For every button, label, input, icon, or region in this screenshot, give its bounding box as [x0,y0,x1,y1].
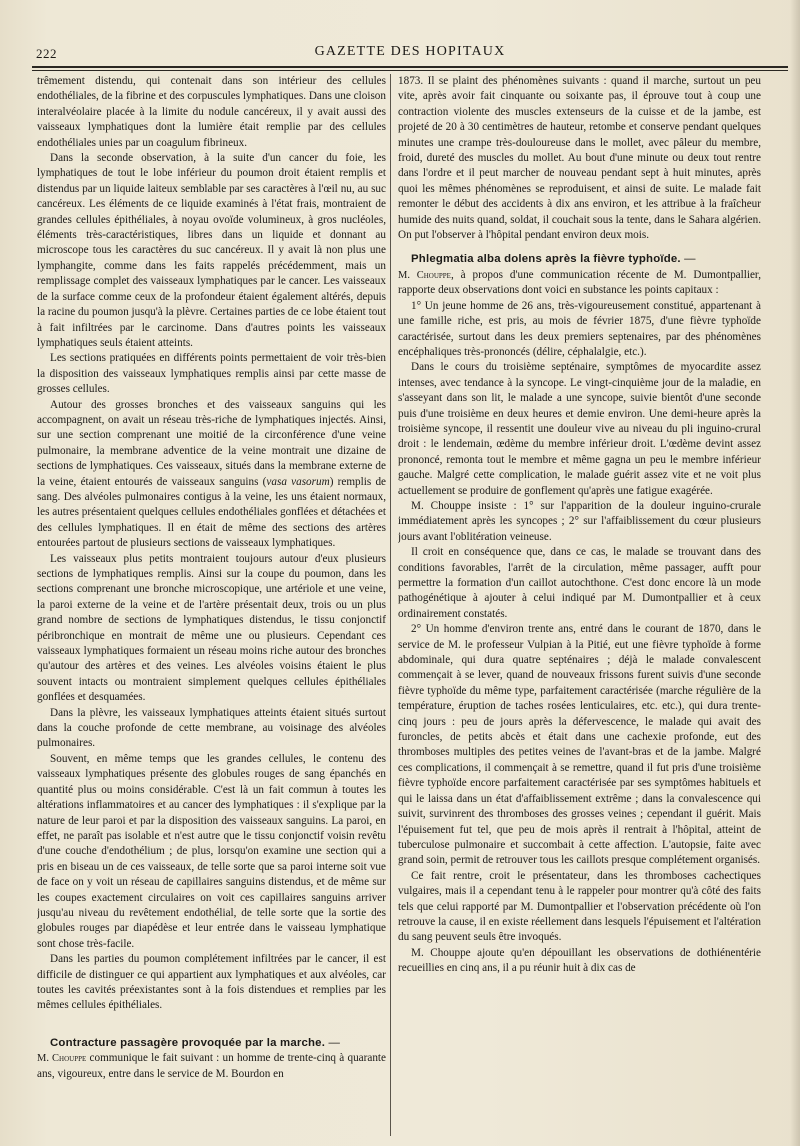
section-heading-contracture [37,1036,386,1051]
section-heading-phlegmatia [398,252,761,267]
left-paragraph [37,398,386,552]
section-gap [37,1014,386,1030]
left-paragraph: Dans la plèvre, les vaisseaux lymphatiques atteints étaient situés surtout dans la couche profonde de cette membrane, au voisinage des alvéoles pulmonaires. [37,706,386,750]
right-paragraph: Dans le cours du troisième septénaire, symptômes de myocardite assez intenses, avec tendance à la syncope. Le vingt-cinquième jour de la maladie, en s'asseyant dans son lit, le malade a une syncope, suivie bientôt d'une seconde puis d'une troisième en deux heures et demie environ. Une demi-heure après la troisième syncope, il ressentit une douleur vive au niveau du pli inguino-crural droit : le lendemain, œdème du membre inférieur droit. L'œdème devint assez prononcé, remonta tout le membre et même gagna un peu le membre inférieur gauche. Malgré cette complication, le malade guérit assez vite et ne voit plus actuellement se produire de gonflement qu'après une fatigue exagérée. [398,361,761,497]
right-paragraph: 1873. Il se plaint des phénomènes suivants : quand il marche, surtout un peu vite, après avoir fait cinquante ou soixante pas, il éprouve tout à coup une contraction violente des muscles extenseurs de la cuisse et de la jambe, est projeté de 20 à 30 centimètres de hauteur, retombe et conserve pendant quelques minutes une crampe très-douloureuse dans le mollet, avec pâleur du membre, froid, dureté des muscles du mollet. Au bout d'une minute ou deux tout rentre dans l'ordre et il peut marcher de nouveau pendant sept à huit minutes, après quoi les mêmes phénomènes se reproduisent, et ainsi de suite. Le malade fait remonter le début des accidents à dix ans environ, et les attribue à la fraîcheur humide des nuits quand, soldat, il couchait sous la tente, dans le Sahara algérien. On put l'observer à l'hôpital pendant environ deux mois. [398,75,761,242]
left-paragraph: Les sections pratiquées en différents points permettaient de voir très-bien la disposition des vaisseaux lymphatiques remplis ainsi par cette masse de grosses cellules. [37,352,386,396]
left-column [37,74,386,1138]
left-paragraph: Les vaisseaux plus petits montraient toujours autour d'eux plusieurs sections de lymphatiques remplis. Ainsi sur la coupe du poumon, dans les sections comprenant une bronche microscopique, une artériole et une veine, la paroi externe de la veine et de l'artère présentait deux, trois ou un plus grand nombre de sections de lymphatiques distendus, le tissu conjonctif péribronchique en montrait de même une ou plusieurs. Cependant ces vaisseaux lymphatiques formaient un réseau moins riche autour des bronches qu'autour des artères et des veines. Les alvéoles voisins étaient le plus souvent intacts ou montraient simplement quelques cellules épithéliales gonflées et desquamées. [37,552,386,704]
right-paragraph: Il croit en conséquence que, dans ce cas, le malade se trouvant dans des conditions favorables, l'arrêt de la circulation, même passager, aufft pour permettre la formation d'un caillot autochthone. C'est donc encore là un mode pathogénétique à ajouter à celui indiqué par M. Dumontpallier et à ceux ordinairement constatés. [398,546,761,620]
author-name: M. Chouppe [37,1053,87,1065]
left-paragraph [37,1051,386,1082]
left-paragraph: Dans les parties du poumon complétement infiltrées par le cancer, il est difficile de distinguer ce qui appartient aux lymphatiques et aux alvéoles, car toutes les cavités préexistantes sont à la fois distendues et remplies par les mêmes cellules épithéliales. [37,953,386,1012]
text-run: ) remplis de sang. Des alvéoles pulmonaires contigus à la veine, les uns étaient normaux, les autres présentaient quelques cellules endothéliales gonflées et détachées et des cellules lymphatiques. Il en était de même des sections des artères entourées partout de plusieurs sections de vaisseaux lymphatiques. [37,475,386,550]
page-header [30,42,790,68]
author-name: M. Chouppe [398,269,451,281]
left-paragraph: trêmement distendu, qui contenait dans son intérieur des cellules endothéliales, de la fibrine et des corpuscules lymphatiques. Dans une cloison interalvéolaire placée à la limite du nodule cancéreux, il y avait aussi des vaisseaux lymphatiques dont la lumière était remplie par des cellules endothéliales unies par un coagulum fibrineux. [37,75,386,149]
right-paragraph: 1° Un jeune homme de 26 ans, très-vigoureusement constitué, appartenant à une famille riche, est pris, au mois de février 1875, d'une fièvre typhoïde caractérisée, surtout dans les deux premiers septenaires, par des phénomènes encéphaliques très-prononcés (délire, céphalalgie, etc.). [398,299,761,358]
page-number: 222 [36,46,57,61]
header-rule-thick [32,66,788,68]
heading-text: Phlegmatia alba dolens après la fièvre typhoïde. [411,253,681,266]
heading-dash: — [680,253,696,266]
right-paragraph [398,268,761,299]
page-edge-shadow [790,0,800,1146]
left-paragraph: Dans la seconde observation, à la suite d'un cancer du foie, les lymphatiques de tout le lobe inférieur du poumon droit étaient remplis et distendus par un liquide laiteux semblable par ses caractères à l'œil nu, au suc cancéreux. Les éléments de ce liquide examinés à l'état frais, montraient de grandes cellules épithéliales, à noyau ovoïde volumineux, à gros nucléoles, éléments très-caractéristiques, libres dans un liquide et donnant au microscope tous les caractères du suc cancéreux. Il y avait là non plus une lymphangite, comme dans les faits rappelés précédemment, mais un remplissage complet des vaisseaux lymphatiques par le cancer. Les vaisseaux de la surface comme ceux de la profondeur étaient également altérés, depuis la racine du poumon jusqu'à la plèvre. Certaines parties de ce lobe étaient tout à fait infiltrées par le carcinome. Dans d'autres points les vaisseaux lymphatiques seuls étaient atteints. [37,152,386,349]
text-run: Autour des grosses bronches et des vaisseaux sanguins qui les accompagnent, on avait un réseau très-riche de lymphatiques injectés. Ainsi, sur une section comprenant une moitié de la circonférence d'une veine pulmonaire, la membrane adventice de la veine montrait une dizaine de sections de lymphatiques. Ces vaisseaux, situés dans la membrane externe de la veine, étaient entourés de vaisseaux sanguins ( [37,398,386,488]
right-paragraph: M. Chouppe ajoute qu'en dépouillant les observations de dothiénentérie recueillies en cinq ans, il a pu réunir huit à dix cas de [398,946,761,975]
latin-term: vasa vasorum [266,475,330,488]
right-paragraph: 2° Un homme d'environ trente ans, entré dans le courant de 1870, dans le service de M. le professeur Vulpian à la Pitié, eut une fièvre typhoïde à forme abdominale, qui dura quatre septénaires ; déjà le malade convalescent commençait à se lever, quand de nouveaux frissons furent suivis d'une seconde fièvre typhoïde du même type, parfaitement caractérisée (marche régulière de la température, éruption de taches rosées lenticulaires, etc. etc.), qui dura trente-cinq jours : peu de jours après la défervescence, le malade qui avait des furoncles, de petits abcès et était dans une cachexie profonde, eut des thromboses multiples des petites veines de l'avant-bras et de la jambe. Malgré ces complications, il commençait à se remettre, quand il fut pris d'une troisième fièvre typhoïde encore parfaitement caractérisée par ses symptômes habituels et qui le laissa dans un état d'affaiblissement extrême ; dans la convalescence qui suivit, survinrent des thromboses des grosses veines ; cependant il guérit. Mais l'épuisement fut tel, que peu de mois après il rentrait à l'hôpital, atteint de tuberculose pulmonaire et succombait à cette affection. L'autopsie, faite avec grand soin, permit de retrouver tous les caillots presque complétement organisés. [398,623,761,867]
column-divider [390,74,391,1136]
heading-dash: — [325,1036,341,1049]
running-title: GAZETTE DES HOPITAUX [314,44,506,59]
text-run: , à propos d'une communication récente de M. Dumontpallier, rapporte deux observations dont voici en substance les points capitaux : [398,268,761,297]
text-run: communique le fait suivant : un homme de trente-cinq à quarante ans, vigoureux, entre dans le service de M. Bourdon en [37,1052,386,1080]
right-paragraph: M. Chouppe insiste : 1° sur l'apparition de la douleur inguino-crurale immédiatement après les syncopes ; 2° sur l'affaiblissement du cœur plusieurs jours avant l'oblitération veineuse. [398,499,761,543]
right-column [398,74,761,1138]
left-paragraph: Souvent, en même temps que les grandes cellules, le contenu des vaisseaux lymphatiques présente des globules rouges de sang épanchés en quantité plus ou moins considérable. C'est là un fait commun à toutes les altérations inflammatoires et au cancer des lymphatiques : il s'explique par la nature de leur paroi et par la disposition des vaisseaux sanguins. La paroi, en effet, ne paraît pas isolable et n'est autre que le tissu conjonctif voisin revêtu d'une couche d'endothélium ; de plus, lorsqu'on examine une section qui a pris en biseau un de ces vaisseaux, de telle sorte que sa paroi interne soit vue de face on y voit un réseau de capillaires sanguins distendus, et de même sur les coupes exactement circulaires on voit ces capillaires sanguins arriver jusqu'au niveau du revêtement endothélial, de telle sorte que la sortie des globules rouges par diapédèse et leur entrée dans le vaisseau lymphatique sont chose très-facile. [37,752,386,950]
right-paragraph: Ce fait rentre, croit le présentateur, dans les thromboses cachectiques vulgaires, mais il a cependant tenu à le rappeler pour montrer qu'à côté des faits tels que celui rapporté par M. Dumontpallier et l'observation précédente où l'on retrouve la cause, il en existe réellement dans lesquels l'épuisement et l'altération du sang peuvent seuls être invoqués. [398,869,761,944]
header-rule-thin [32,70,788,71]
heading-text: Contracture passagère provoquée par la marche. [50,1036,326,1049]
